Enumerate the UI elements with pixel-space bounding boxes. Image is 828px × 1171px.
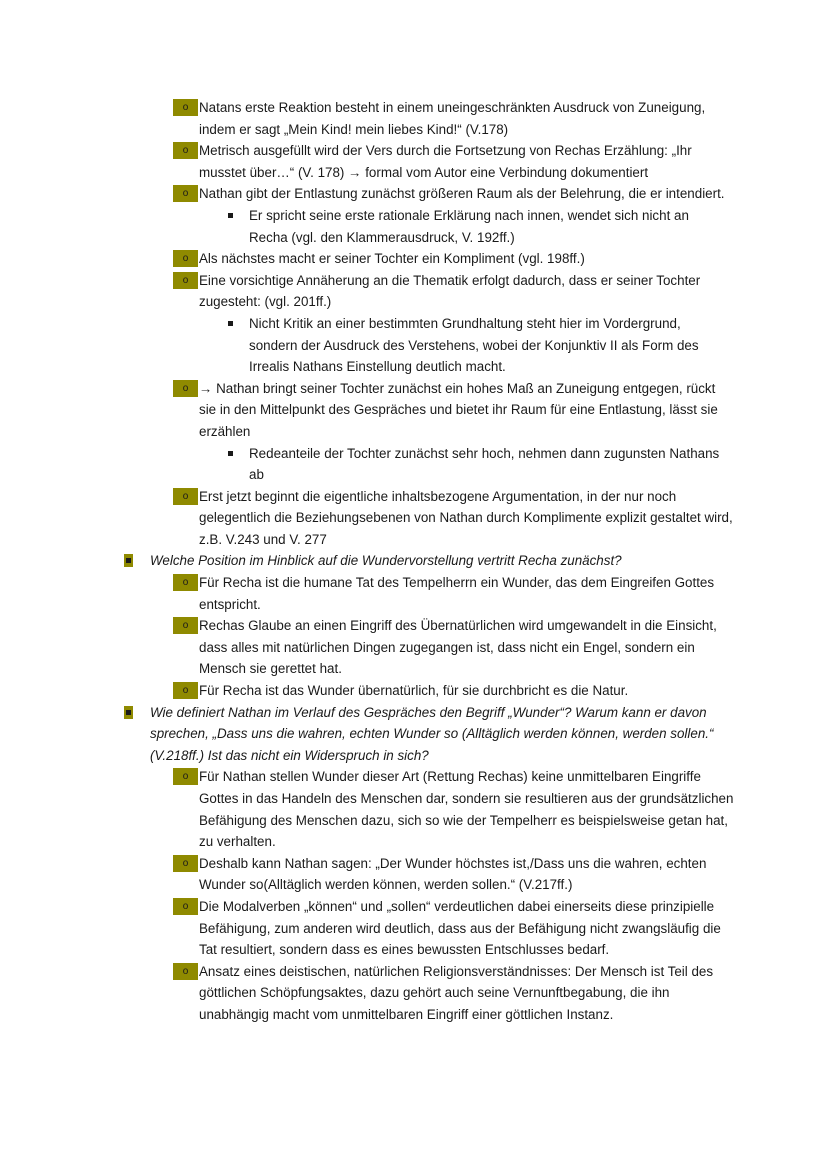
- item-text: Nathan gibt der Entlastung zunächst größeren Raum als der Belehrung, die er intendiert.: [199, 186, 725, 202]
- sub-bullet-item: [249, 313, 729, 378]
- bullet-item: [182, 572, 734, 615]
- circle-bullet-icon: o: [173, 99, 198, 116]
- circle-bullet-icon: o: [173, 898, 198, 915]
- bullet-item: [182, 615, 734, 680]
- item-text: Ansatz eines deistischen, natürlichen Religionsverständnisses: Der Mensch ist Teil des göttlichen Schöpfungsaktes, dazu gehört auch seine Vernunftbegabung, die ihn unabhängig macht vom unmittelbaren Eingriff einer göttlichen Instanz.: [199, 963, 714, 1022]
- circle-bullet-icon: o: [173, 185, 198, 202]
- bullet-item: [182, 766, 734, 852]
- bullet-item: [182, 140, 734, 183]
- square-bullet-icon: [124, 706, 133, 719]
- sub-bullet-item: [249, 205, 729, 248]
- circle-bullet-icon: o: [173, 617, 198, 634]
- bullet-item: [182, 853, 734, 896]
- item-text: Rechas Glaube an einen Eingriff des Übernatürlichen wird umgewandelt in die Einsicht, dass alles mit natürlichen Dingen zugegangen ist, dass nicht ein Engel, sondern ein Mensch sie gerettet hat.: [199, 618, 717, 677]
- square-bullet-icon: [228, 321, 233, 326]
- item-text: Redeanteile der Tochter zunächst sehr hoch, nehmen dann zugunsten Nathans ab: [249, 445, 720, 483]
- circle-bullet-icon: o: [173, 574, 198, 591]
- bullet-item: [182, 183, 734, 205]
- item-text: Natans erste Reaktion besteht in einem uneingeschränkten Ausdruck von Zuneigung, indem er sagt „Mein Kind! mein liebes Kind!“ (V.178): [199, 100, 706, 137]
- circle-bullet-icon: o: [173, 380, 198, 397]
- item-text: Für Recha ist das Wunder übernatürlich, für sie durchbricht es die Natur.: [199, 683, 629, 699]
- bullet-item: [182, 961, 734, 1026]
- item-text: Metrisch ausgefüllt wird der Vers durch die Fortsetzung von Rechas Erzählung: „Ihr musstet über…“ (V. 178) → formal vom Autor eine Verbindung dokumentiert: [199, 143, 692, 180]
- bullet-item: [182, 486, 734, 551]
- circle-bullet-icon: o: [173, 142, 198, 159]
- circle-bullet-icon: o: [173, 250, 198, 267]
- circle-bullet-icon: o: [173, 682, 198, 699]
- question-item: [150, 550, 734, 572]
- circle-bullet-icon: o: [173, 768, 198, 785]
- item-text: Nicht Kritik an einer bestimmten Grundhaltung steht hier im Vordergrund, sondern der Ausdruck des Verstehens, wobei der Konjunktiv II als Form des Irrealis Nathans Einstellung deutlich macht.: [249, 315, 699, 375]
- item-text: → Nathan bringt seiner Tochter zunächst ein hohes Maß an Zuneigung entgegen, rückt sie in den Mittelpunkt des Gespräches und bietet ihr Raum für eine Entlastung, lässt sie erzählen: [199, 380, 718, 439]
- item-text: Wie definiert Nathan im Verlauf des Gespräches den Begriff „Wunder“? Warum kann er davon sprechen, „Dass uns die wahren, echten Wunder so (Alltäglich werden können, werden sollen.“ (V.218ff.) Ist das nicht ein Widerspruch in sich?: [150, 704, 714, 763]
- item-text: Welche Position im Hinblick auf die Wundervorstellung vertritt Recha zunächst?: [150, 553, 622, 569]
- item-text: Für Nathan stellen Wunder dieser Art (Rettung Rechas) keine unmittelbaren Eingriffe Gottes in das Handeln des Menschen dar, sondern sie resultieren aus der grundsätzlichen Befähigung des Menschen dazu, sich so wie der Tempelherr es beispielsweise getan hat, zu verhalten.: [199, 769, 734, 850]
- bullet-item: [182, 896, 734, 961]
- item-text: Als nächstes macht er seiner Tochter ein Kompliment (vgl. 198ff.): [199, 251, 585, 267]
- item-text: Erst jetzt beginnt die eigentliche inhaltsbezogene Argumentation, in der nur noch gelegentlich die Beziehungsebenen von Nathan durch Komplimente explizit gestaltet wird, z.B. V.243 und V. 277: [199, 488, 733, 547]
- bullet-item: [182, 248, 734, 270]
- square-bullet-icon: [228, 451, 233, 456]
- circle-bullet-icon: o: [173, 272, 198, 289]
- bullet-item: [182, 680, 734, 702]
- circle-bullet-icon: o: [173, 488, 198, 505]
- sub-bullet-item: [249, 443, 729, 486]
- question-item: [150, 702, 734, 767]
- item-text: Deshalb kann Nathan sagen: „Der Wunder höchstes ist,/Dass uns die wahren, echten Wunder so(Alltäglich werden können, werden sollen.“ (V.217ff.): [199, 855, 707, 893]
- bullet-item: [182, 97, 734, 140]
- document-body: [0, 97, 828, 1026]
- circle-bullet-icon: o: [173, 855, 198, 872]
- item-text: Für Recha ist die humane Tat des Tempelherrn ein Wunder, das dem Eingreifen Gottes entspricht.: [199, 575, 715, 612]
- bullet-item: [182, 378, 734, 443]
- square-bullet-icon: [228, 213, 233, 218]
- item-text: Eine vorsichtige Annäherung an die Thematik erfolgt dadurch, dass er seiner Tochter zugesteht: (vgl. 201ff.): [199, 272, 701, 310]
- item-text: Die Modalverben „können“ und „sollen“ verdeutlichen dabei einerseits diese prinzipielle Befähigung, zum anderen wird deutlich, dass aus der Befähigung nicht zwangsläufig die Tat resultiert, sondern dass es eines bewussten Entschlusses bedarf.: [199, 898, 721, 958]
- bullet-item: [182, 270, 734, 313]
- circle-bullet-icon: o: [173, 963, 198, 980]
- item-text: Er spricht seine erste rationale Erklärung nach innen, wendet sich nicht an Recha (vgl. den Klammerausdruck, V. 192ff.): [249, 207, 689, 245]
- square-bullet-icon: [124, 554, 133, 567]
